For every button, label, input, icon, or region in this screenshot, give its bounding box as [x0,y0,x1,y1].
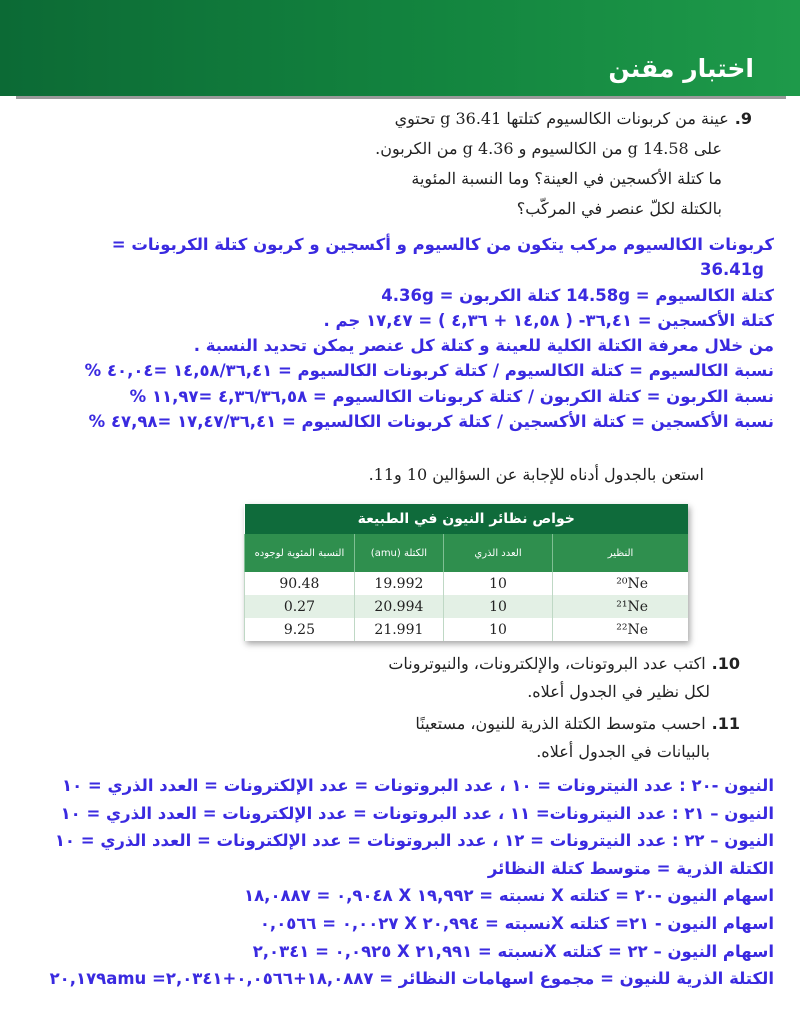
question-number: 10. [711,654,740,673]
header-atomic-number: العدد الذري [444,534,553,572]
answer-line: نسبة الكربون = كتلة الكربون / كتلة كربونات الكالسيوم = ٤,٣٦/٣٦,٥٨ =١١,٩٧ % [129,386,774,406]
answer-9 [8,232,774,434]
question-number: 11. [711,714,740,733]
atomic-number-cell: 10 [444,572,553,595]
answer-line: الكتلة الذرية للنيون = مجموع اسهامات النظائر = ١٨,٠٨٨٧+٠,٠٥٦٦+٢,٠٣٤١= ٢٠,١٧٩amu [49,969,774,989]
answer-line: اسهام النيون -٢٠ = كتلته X نسبته = ١٩,٩٩٢ X ٠,٩٠٤٨ = ١٨,٠٨٨٧ [244,886,774,906]
table-intro: استعن بالجدول أدناه للإجابة عن السؤالين 10 و11. [368,465,704,484]
answer-line: النيون – ٢١ : عدد النيترونات= ١١ ، عدد البروتونات = عدد الإلكترونات = العدد الذري = ١٠ [60,803,774,823]
question-11 [290,710,740,766]
question-10 [290,650,740,706]
answer-line: نسبة الأكسجين = كتلة الأكسجين / كتلة كربونات الكالسيوم = ١٧,٤٧/٣٦,٤١ =٤٧,٩٨ % [88,412,774,432]
question-line: 9.عينة من كربونات الكالسيوم كتلتها 36.41 g تحتوي [394,109,752,128]
header-divider [16,96,786,99]
isotope-cell: ²¹Ne [553,595,688,618]
answer-line: 36.41g [699,260,764,280]
question-line: بالبيانات في الجدول أعلاه. [536,742,710,761]
mass-cell: 19.992 [354,572,443,595]
table-row [245,572,689,595]
neon-isotopes-table [244,504,688,641]
answer-line: النيون -٢٠ : عدد النيترونات = ١٠ ، عدد البروتونات = عدد الإلكترونات = العدد الذري = ١٠ [62,776,774,795]
mass-cell: 21.991 [354,618,443,641]
question-line: بالكتلة لكلّ عنصر في المركّب؟ [516,199,722,218]
answer-line: النيون – ٢٢ : عدد النيترونات = ١٢ ، عدد البروتونات = عدد الإلكترونات = العدد الذري = ١٠ [54,831,774,851]
answer-line: اسهام النيون - ٢١= كتلته Xنسبته = ٢٠,٩٩٤ X ٠,٠٠٢٧ = ٠,٠٥٦٦ [259,913,774,933]
page-title: اختبار مقنن [608,54,754,83]
abundance-cell: 90.48 [245,572,355,595]
table-row [245,595,689,618]
header-abundance: النسبة المئوية لوجوده [245,534,355,572]
header-isotope: النظير [553,534,688,572]
question-line: 10.اكتب عدد البروتونات، والإلكترونات، والنيوترونات [388,654,740,673]
table-row [245,618,689,641]
table-caption: خواص نظائر النيون في الطبيعة [245,504,689,534]
question-9 [282,104,752,224]
answer-line: كربونات الكالسيوم مركب يتكون من كالسيوم و أكسجين و كربون كتلة الكربونات = [111,235,774,254]
question-line: 11.احسب متوسط الكتلة الذرية للنيون، مستعينًا [415,714,740,733]
question-line: على 14.58 g من الكالسيوم و 4.36 g من الكربون. [375,139,722,158]
question-line: ما كتلة الأكسجين في العينة؟ وما النسبة المئوية [411,169,722,188]
atomic-number-cell: 10 [444,595,553,618]
isotope-cell: ²²Ne [553,618,688,641]
answer-line: كتلة الأكسجين = ٣٦,٤١- ( ١٤,٥٨ + ٤,٣٦ ) = ١٧,٤٧ جم . [323,310,774,330]
question-number: 9. [734,109,752,128]
header-mass: الكتلة (amu) [354,534,443,572]
answer-line: كتلة الكالسيوم = 14.58g كتلة الكربون = 4.36g [381,285,774,305]
isotope-cell: ²⁰Ne [553,572,688,595]
question-line: لكل نظير في الجدول أعلاه. [527,682,710,701]
answer-10-11 [8,772,774,993]
answer-line: نسبة الكالسيوم = كتلة الكالسيوم / كتلة كربونات الكالسيوم = ١٤,٥٨/٣٦,٤١ =٤٠,٠٤ % [84,361,774,381]
mass-cell: 20.994 [354,595,443,618]
answer-line: من خلال معرفة الكتلة الكلية للعينة و كتلة كل عنصر يمكن تحديد النسبة . [193,336,774,356]
answer-line: الكتلة الذرية = متوسط كتلة النظائر [487,858,774,878]
atomic-number-cell: 10 [444,618,553,641]
answer-line: اسهام النيون – ٢٢ = كتلته Xنسبته = ٢١,٩٩١ X ٠,٠٩٢٥ = ٢,٠٣٤١ [252,941,774,961]
abundance-cell: 9.25 [245,618,355,641]
abundance-cell: 0.27 [245,595,355,618]
